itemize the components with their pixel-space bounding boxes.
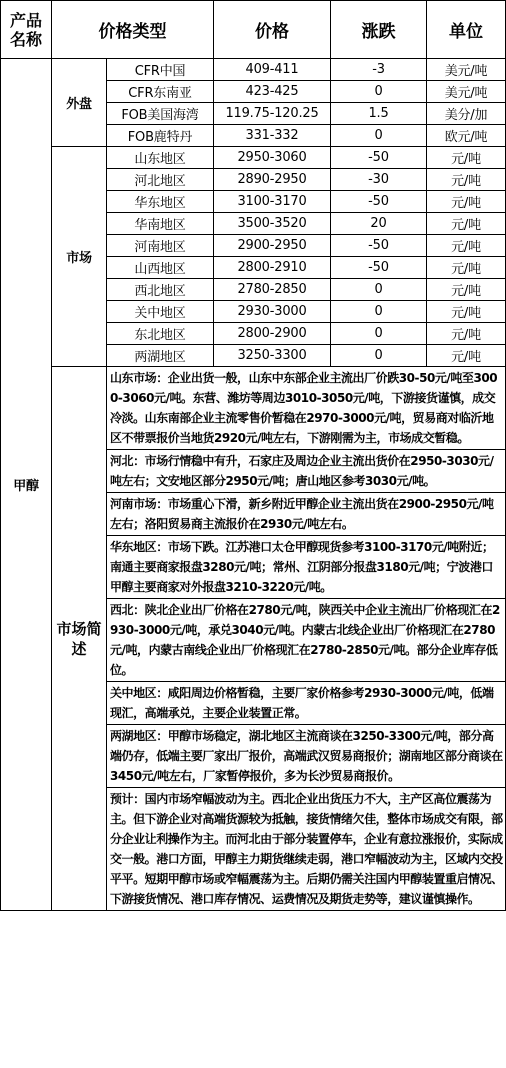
unit-cell: 美元/吨 (427, 81, 506, 103)
unit-cell: 元/吨 (427, 345, 506, 367)
header-product-name: 产品 名称 (1, 1, 52, 59)
change-cell: 0 (331, 301, 427, 323)
price-cell: 409-411 (214, 59, 331, 81)
unit-cell: 元/吨 (427, 191, 506, 213)
unit-cell: 美分/加 (427, 103, 506, 125)
unit-cell: 美元/吨 (427, 59, 506, 81)
summary-row (1, 367, 506, 450)
price-cell: 423-425 (214, 81, 331, 103)
change-cell: -50 (331, 235, 427, 257)
price-type-cell: CFR中国 (107, 59, 214, 81)
header-price-type: 价格类型 (52, 1, 214, 59)
summary-paragraph: 预计：国内市场窄幅波动为主。西北企业出货压力不大，主产区高位震荡为主。但下游企业对高端货源较为抵触，接货情绪欠佳，整体市场成交有限，部分企业让利操作为主。而河北由于部分装置停车，企业有意拉涨报价，实际成交一般。港口方面，甲醇主力期货继续走弱，港口窄幅波动为主，区域内交投平平。短期甲醇市场或窄幅震荡为主。后期仍需关注国内甲醇装置重启情况、下游接货情况、港口库存情况、运费情况及期货走势等，建议谨慎操作。 (107, 788, 506, 911)
change-cell: -50 (331, 257, 427, 279)
summary-paragraph: 华东地区：市场下跌。江苏港口太仓甲醇现货参考3100-3170元/吨附近；南通主要商家报盘3280元/吨；常州、江阴部分报盘3180元/吨；宁波港口甲醇主要商家对外报盘3210-3220元/吨。 (107, 536, 506, 599)
change-cell: 0 (331, 279, 427, 301)
unit-cell: 元/吨 (427, 257, 506, 279)
header-row (1, 1, 506, 59)
change-cell: 0 (331, 345, 427, 367)
change-cell: -50 (331, 147, 427, 169)
group-outer-label: 外盘 (52, 59, 107, 147)
price-type-cell: 山西地区 (107, 257, 214, 279)
price-cell: 3100-3170 (214, 191, 331, 213)
summary-paragraph: 河北：市场行情稳中有升，石家庄及周边企业主流出货价在2950-3030元/吨左右；文安地区部分2950元/吨；唐山地区参考3030元/吨。 (107, 450, 506, 493)
unit-cell: 元/吨 (427, 147, 506, 169)
unit-cell: 元/吨 (427, 279, 506, 301)
price-cell: 2780-2850 (214, 279, 331, 301)
change-cell: 1.5 (331, 103, 427, 125)
price-cell: 2930-3000 (214, 301, 331, 323)
price-type-cell: FOB美国海湾 (107, 103, 214, 125)
change-cell: 0 (331, 323, 427, 345)
change-cell: -50 (331, 191, 427, 213)
summary-paragraph: 关中地区：咸阳周边价格暂稳，主要厂家价格参考2930-3000元/吨，低端现汇，高端承兑，主要企业装置正常。 (107, 682, 506, 725)
price-cell: 2950-3060 (214, 147, 331, 169)
price-type-cell: 关中地区 (107, 301, 214, 323)
price-cell: 2800-2900 (214, 323, 331, 345)
price-cell: 3250-3300 (214, 345, 331, 367)
unit-cell: 元/吨 (427, 169, 506, 191)
price-type-cell: 河北地区 (107, 169, 214, 191)
summary-paragraph: 两湖地区：甲醇市场稳定，湖北地区主流商谈在3250-3300元/吨，部分高端仍存，低端主要厂家出厂报价，高端武汉贸易商报价；湖南地区部分商谈在3450元/吨左右，厂家暂停报价，多为长沙贸易商报价。 (107, 725, 506, 788)
unit-cell: 元/吨 (427, 213, 506, 235)
price-cell: 331-332 (214, 125, 331, 147)
price-type-cell: 西北地区 (107, 279, 214, 301)
change-cell: -30 (331, 169, 427, 191)
summary-paragraph: 西北：陕北企业出厂价格在2780元/吨，陕西关中企业主流出厂价格现汇在2930-3000元/吨，承兑3040元/吨。内蒙古北线企业出厂价格现汇在2780元/吨，内蒙古南线企业出厂价格现汇在2780-2850元/吨。部分企业库存低位。 (107, 599, 506, 682)
product-name: 甲醇 (1, 59, 52, 911)
price-type-cell: 东北地区 (107, 323, 214, 345)
header-unit: 单位 (427, 1, 506, 59)
price-cell: 2890-2950 (214, 169, 331, 191)
price-type-cell: 华南地区 (107, 213, 214, 235)
change-cell: -3 (331, 59, 427, 81)
group-market-label: 市场 (52, 147, 107, 367)
price-cell: 119.75-120.25 (214, 103, 331, 125)
unit-cell: 元/吨 (427, 301, 506, 323)
header-change: 涨跌 (331, 1, 427, 59)
change-cell: 0 (331, 125, 427, 147)
summary-paragraph: 山东市场：企业出货一般，山东中东部企业主流出厂价跌30-50元/吨至3000-3060元/吨。东营、潍坊等周边3010-3050元/吨，下游接货谨慎，成交冷淡。山东南部企业主流零售价暂稳在2970-3000元/吨，贸易商对临沂地区不带票报价当地货2920元/吨左右，下游刚需为主，市场成交暂稳。 (107, 367, 506, 450)
price-cell: 2900-2950 (214, 235, 331, 257)
price-cell: 2800-2910 (214, 257, 331, 279)
summary-label: 市场简 述 (52, 367, 107, 911)
table-row (1, 59, 506, 81)
price-type-cell: 河南地区 (107, 235, 214, 257)
table-row (1, 147, 506, 169)
price-type-cell: FOB鹿特丹 (107, 125, 214, 147)
change-cell: 0 (331, 81, 427, 103)
price-cell: 3500-3520 (214, 213, 331, 235)
unit-cell: 元/吨 (427, 235, 506, 257)
price-type-cell: 两湖地区 (107, 345, 214, 367)
unit-cell: 元/吨 (427, 323, 506, 345)
price-type-cell: CFR东南亚 (107, 81, 214, 103)
price-type-cell: 华东地区 (107, 191, 214, 213)
price-type-cell: 山东地区 (107, 147, 214, 169)
header-price: 价格 (214, 1, 331, 59)
unit-cell: 欧元/吨 (427, 125, 506, 147)
change-cell: 20 (331, 213, 427, 235)
summary-paragraph: 河南市场：市场重心下滑，新乡附近甲醇企业主流出货在2900-2950元/吨左右；洛阳贸易商主流报价在2930元/吨左右。 (107, 493, 506, 536)
